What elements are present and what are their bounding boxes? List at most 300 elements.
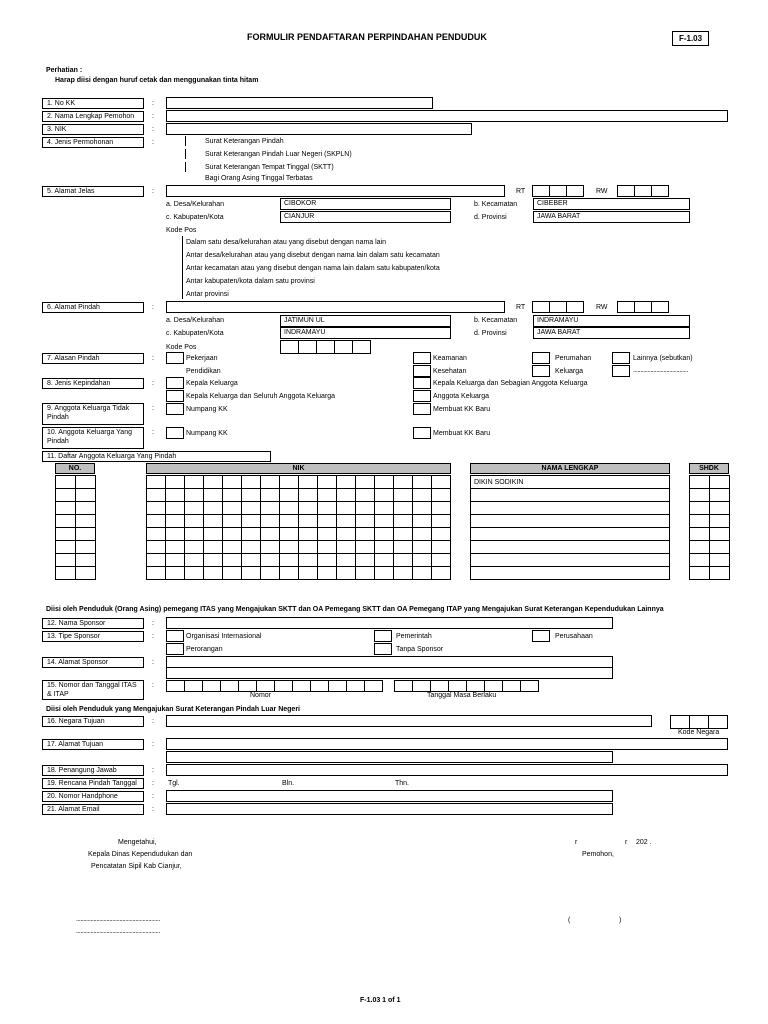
nik-digit-cell[interactable] [374,501,394,515]
nik-digit-cell[interactable] [412,553,432,567]
option-skp: Surat Keterangan Pindah [205,138,284,145]
shdk-cell[interactable] [709,540,730,554]
alamat-tujuan-input-2[interactable] [166,751,613,763]
nik-digit-cell[interactable] [393,501,413,515]
nik-digit-cell[interactable] [222,540,242,554]
kodepos-label: Kode Pos [166,227,197,234]
shdk-cell[interactable] [689,566,710,580]
nik-digit-cell[interactable] [374,475,394,489]
shdk-cell[interactable] [709,553,730,567]
nik-digit-cell[interactable] [165,514,185,528]
row-no-cell[interactable] [55,514,76,528]
alasan-lainnya: Lainnya (sebutkan) [633,355,693,362]
nik-digit-cell[interactable] [146,553,166,567]
nama-lengkap-cell[interactable] [470,501,670,515]
itas-number-cell[interactable] [184,680,203,692]
kabupaten-input[interactable] [280,211,451,223]
checkbox-numpang-kk-10[interactable] [166,427,184,439]
kecamatan-value: CIBEBER [537,200,568,207]
lainnya-dots[interactable]: ...................................... [633,367,688,374]
row-no-cell[interactable] [55,566,76,580]
alamat-pindah-input[interactable] [166,301,505,313]
nik-digit-cell[interactable] [165,475,185,489]
kecamatan-pindah-value: INDRAMAYU [537,317,579,324]
nik-digit-cell[interactable] [431,566,451,580]
nik-digit-cell[interactable] [279,540,299,554]
nik-digit-cell[interactable] [241,501,261,515]
checkbox-kesehatan[interactable] [413,365,431,377]
notice-text: Harap diisi dengan huruf cetak dan menggunakan tinta hitam [55,77,259,84]
nik-digit-cell[interactable] [374,553,394,567]
nik-input[interactable] [166,123,472,135]
nik-digit-cell[interactable] [336,527,356,541]
kecamatan-pindah-input[interactable] [533,315,690,327]
alamat-jelas-input[interactable] [166,185,505,197]
negara-tujuan-input[interactable] [166,715,652,727]
nik-digit-cell[interactable] [222,488,242,502]
label-nomor-hp: 20. Nomor Handphone [42,791,144,802]
nama-lengkap-cell[interactable] [470,566,670,580]
shdk-cell[interactable] [689,540,710,554]
nik-digit-cell[interactable] [393,514,413,528]
checkbox-membuat-kk-10[interactable] [413,427,431,439]
checkbox-lainnya-2[interactable] [612,365,630,377]
tgl-label: Tgl. [168,780,180,787]
nik-digit-cell[interactable] [431,514,451,528]
checkbox-numpang-kk-9[interactable] [166,403,184,415]
nik-digit-cell[interactable] [184,475,204,489]
nik-digit-cell[interactable] [431,540,451,554]
sponsor-tanpa: Tanpa Sponsor [396,646,444,653]
nama-lengkap-cell[interactable] [470,488,670,502]
nik-digit-cell[interactable] [393,540,413,554]
alamat-tujuan-input-1[interactable] [166,738,728,750]
colon: : [152,113,154,120]
label-nik: 3. NIK [42,124,144,135]
itas-number-cell[interactable] [202,680,221,692]
nik-digit-cell[interactable] [336,566,356,580]
nik-digit-cell[interactable] [317,488,337,502]
nik-digit-cell[interactable] [184,514,204,528]
nik-digit-cell[interactable] [203,566,223,580]
label-anggota-pindah: 10. Anggota Keluarga Yang Pindah [42,427,144,449]
nik-digit-cell[interactable] [355,553,375,567]
nik-digit-cell[interactable] [184,527,204,541]
no-kk-input[interactable] [166,97,433,109]
sig-paren-open: ( [568,917,571,924]
checkbox-pekerjaan[interactable] [166,352,184,364]
nik-digit-cell[interactable] [241,488,261,502]
sponsor-perorangan: Perorangan [186,646,223,653]
shdk-cell[interactable] [689,514,710,528]
penanggung-jawab-input[interactable] [166,764,728,776]
nik-digit-cell[interactable] [184,566,204,580]
rt-label: RT [516,188,526,195]
nik-digit-cell[interactable] [374,566,394,580]
kabupaten-label: c. Kabupaten/Kota [166,214,224,221]
nik-digit-cell[interactable] [336,488,356,502]
shdk-cell[interactable] [709,566,730,580]
row-no-cell[interactable] [55,553,76,567]
table-header-no: NO. [55,463,95,474]
checkbox-pemerintah[interactable] [374,630,392,642]
nik-digit-cell[interactable] [203,501,223,515]
nik-digit-cell[interactable] [203,514,223,528]
shdk-cell[interactable] [689,527,710,541]
nik-digit-cell[interactable] [260,488,280,502]
checkbox-tanpa-sponsor[interactable] [374,643,392,655]
klasifikasi-5: Antar provinsi [186,291,229,298]
kabupaten-pindah-input[interactable] [280,327,451,339]
nik-digit-cell[interactable] [146,501,166,515]
nama-lengkap-cell[interactable] [470,527,670,541]
nik-digit-cell[interactable] [241,540,261,554]
row-no-cell[interactable] [75,488,96,502]
nik-digit-cell[interactable] [374,540,394,554]
nik-digit-cell[interactable] [317,566,337,580]
nama-pemohon-input[interactable] [166,110,728,122]
desa-pindah-input[interactable] [280,315,451,327]
page-footer: F-1.03 1 of 1 [360,997,401,1004]
nik-digit-cell[interactable] [374,514,394,528]
row-no-cell[interactable] [75,475,96,489]
nik-digit-cell[interactable] [298,475,318,489]
itas-number-cell[interactable] [292,680,311,692]
sig-place-r1: r [575,839,578,846]
nik-digit-cell[interactable] [355,527,375,541]
colon: : [152,139,154,146]
colon: : [152,767,154,774]
nik-digit-cell[interactable] [222,514,242,528]
nik-digit-cell[interactable] [279,501,299,515]
nik-digit-cell[interactable] [393,527,413,541]
nik-digit-cell[interactable] [336,514,356,528]
nik-digit-cell[interactable] [222,501,242,515]
nik-digit-cell[interactable] [317,475,337,489]
desa-input[interactable] [280,198,451,210]
colon: : [152,429,154,436]
row-no-cell[interactable] [75,527,96,541]
desa-value: CIBOKOR [284,200,317,207]
nik-digit-cell[interactable] [184,540,204,554]
itas-date-cell[interactable] [502,680,521,692]
colon: : [152,188,154,195]
checkbox-anggota[interactable] [413,390,431,402]
checkbox-kk-sebagian[interactable] [413,377,431,389]
checkbox-kk[interactable] [166,377,184,389]
colon: : [152,405,154,412]
provinsi-input[interactable] [533,211,690,223]
nik-digit-cell[interactable] [298,527,318,541]
nik-digit-cell[interactable] [336,501,356,515]
nama-lengkap-cell[interactable] [470,553,670,567]
label-alasan-pindah: 7. Alasan Pindah [42,353,144,364]
kodepos-label-2: Kode Pos [166,344,197,351]
nik-digit-cell[interactable] [336,475,356,489]
nik-digit-cell[interactable] [146,540,166,554]
itas-number-cell[interactable] [274,680,293,692]
row-no-cell[interactable] [75,553,96,567]
sponsor-pemerintah: Pemerintah [396,633,432,640]
label-jenis-kepindahan: 8. Jenis Kepindahan [42,378,144,389]
nik-digit-cell[interactable] [241,475,261,489]
alasan-keluarga: Keluarga [555,368,584,375]
nama-sponsor-input[interactable] [166,617,613,629]
sig-kepala: Kepala Dinas Kependudukan dan [88,851,193,858]
nik-digit-cell[interactable] [431,527,451,541]
kecamatan-label-2: b. Kecamatan [474,317,518,324]
label-alamat-jelas: 5. Alamat Jelas [42,186,144,197]
nik-digit-cell[interactable] [412,514,432,528]
row-no-cell[interactable] [75,566,96,580]
nik-digit-cell[interactable] [355,540,375,554]
nik-digit-cell[interactable] [279,527,299,541]
nik-digit-cell[interactable] [431,488,451,502]
label-alamat-pindah: 6. Alamat Pindah [42,302,144,313]
nik-digit-cell[interactable] [298,501,318,515]
row-no-cell[interactable] [55,540,76,554]
nik-digit-cell[interactable] [412,540,432,554]
checkbox-sktt[interactable] [185,162,186,172]
itas-number-cell[interactable] [220,680,239,692]
row-no-cell[interactable] [75,514,96,528]
provinsi-pindah-input[interactable] [533,327,690,339]
sponsor-organisasi: Organisasi Internasional [186,633,262,640]
nik-digit-cell[interactable] [260,540,280,554]
shdk-cell[interactable] [689,553,710,567]
sig-pencatatan: Pencatatan Sipil Kab Cianjur, [91,863,182,870]
nik-digit-cell[interactable] [260,475,280,489]
membuat-kk-baru-10: Membuat KK Baru [433,430,491,437]
checkbox-perusahaan[interactable] [532,630,550,642]
nik-digit-cell[interactable] [260,527,280,541]
colon: : [152,806,154,813]
option-skpln: Surat Keterangan Pindah Luar Negeri (SKPLN) [205,151,352,158]
row-no-cell[interactable] [75,501,96,515]
nik-digit-cell[interactable] [412,501,432,515]
nik-digit-cell[interactable] [317,501,337,515]
label-nama-pemohon: 2. Nama Lengkap Pemohon [42,111,144,122]
row-no-cell[interactable] [55,501,76,515]
nik-digit-cell[interactable] [165,488,185,502]
nik-digit-cell[interactable] [222,475,242,489]
colon: : [152,304,154,311]
nik-digit-cell[interactable] [355,514,375,528]
nik-digit-cell[interactable] [317,540,337,554]
nik-digit-cell[interactable] [260,501,280,515]
checkbox-kk-seluruh[interactable] [166,390,184,402]
row-no-cell[interactable] [55,475,76,489]
kepindahan-kk-sebagian: Kepala Keluarga dan Sebagian Anggota Keluarga [433,380,588,387]
itas-number-cell[interactable] [364,680,383,692]
nik-digit-cell[interactable] [203,527,223,541]
provinsi-pindah-value: JAWA BARAT [537,329,581,336]
shdk-cell[interactable] [709,501,730,515]
checkbox-keluarga[interactable] [532,365,550,377]
nomor-hp-input[interactable] [166,790,613,802]
nik-digit-cell[interactable] [412,566,432,580]
nik-digit-cell[interactable] [165,553,185,567]
alasan-pendidikan: Pendidikan [186,368,221,375]
nik-digit-cell[interactable] [241,553,261,567]
nik-digit-cell[interactable] [184,553,204,567]
itas-number-cell[interactable] [166,680,185,692]
checkbox-perorangan[interactable] [166,643,184,655]
nik-digit-cell[interactable] [279,514,299,528]
nik-digit-cell[interactable] [184,501,204,515]
rw-label: RW [596,188,608,195]
nik-digit-cell[interactable] [412,527,432,541]
shdk-cell[interactable] [709,475,730,489]
nik-digit-cell[interactable] [222,553,242,567]
nik-digit-cell[interactable] [165,566,185,580]
nama-lengkap-value: DIKIN SODIKIN [474,479,524,486]
itas-number-cell[interactable] [310,680,329,692]
nik-digit-cell[interactable] [203,488,223,502]
label-tipe-sponsor: 13. Tipe Sponsor [42,631,144,642]
checkbox-lainnya[interactable] [612,352,630,364]
nik-digit-cell[interactable] [203,540,223,554]
nik-digit-cell[interactable] [298,566,318,580]
nik-digit-cell[interactable] [165,527,185,541]
checkbox-keamanan[interactable] [413,352,431,364]
klasifikasi-3: Antar kecamatan atau yang disebut dengan nama lain dalam satu kabupaten/kota [186,265,440,272]
nik-digit-cell[interactable] [317,514,337,528]
nik-digit-cell[interactable] [355,566,375,580]
sig-paren-close: ) [619,917,622,924]
nik-digit-cell[interactable] [431,501,451,515]
alasan-pekerjaan: Pekerjaan [186,355,218,362]
label-nomor-itas: 15. Nomor dan Tanggal ITAS & ITAP [42,680,144,700]
form-code: F-1.03 [672,31,709,46]
nik-digit-cell[interactable] [298,553,318,567]
nik-digit-cell[interactable] [393,566,413,580]
nik-digit-cell[interactable] [146,566,166,580]
colon: : [152,659,154,666]
nik-digit-cell[interactable] [260,553,280,567]
nik-digit-cell[interactable] [374,527,394,541]
shdk-cell[interactable] [709,527,730,541]
checkbox-skpln[interactable] [185,149,186,159]
nik-digit-cell[interactable] [393,475,413,489]
nik-digit-cell[interactable] [355,501,375,515]
nik-digit-cell[interactable] [165,540,185,554]
shdk-cell[interactable] [709,488,730,502]
nik-digit-cell[interactable] [184,488,204,502]
nik-digit-cell[interactable] [279,488,299,502]
nama-lengkap-cell[interactable] [470,514,670,528]
nik-digit-cell[interactable] [355,475,375,489]
colon: : [152,633,154,640]
nik-digit-cell[interactable] [336,553,356,567]
sig-pemohon: Pemohon, [582,851,614,858]
nik-digit-cell[interactable] [279,566,299,580]
nik-digit-cell[interactable] [298,540,318,554]
option-sktt: Surat Keterangan Tempat Tinggal (SKTT) [205,164,334,171]
checkbox-skp[interactable] [185,136,186,146]
sig-place-r2: r [625,839,628,846]
nomor-label: Nomor [250,692,272,699]
nik-digit-cell[interactable] [146,488,166,502]
nik-digit-cell[interactable] [222,566,242,580]
nik-digit-cell[interactable] [298,514,318,528]
row-no-cell[interactable] [75,540,96,554]
nik-digit-cell[interactable] [355,488,375,502]
nik-digit-cell[interactable] [412,488,432,502]
nik-digit-cell[interactable] [317,527,337,541]
nik-digit-cell[interactable] [393,553,413,567]
itas-date-cell[interactable] [394,680,413,692]
nik-digit-cell[interactable] [203,475,223,489]
row-no-cell[interactable] [55,527,76,541]
klasifikasi-1: Dalam satu desa/kelurahan atau yang disebut dengan nama lain [186,239,387,246]
nik-digit-cell[interactable] [279,475,299,489]
nik-digit-cell[interactable] [241,527,261,541]
nik-digit-cell[interactable] [146,527,166,541]
nik-digit-cell[interactable] [260,514,280,528]
nik-digit-cell[interactable] [203,553,223,567]
checkbox-perumahan[interactable] [532,352,550,364]
nik-digit-cell[interactable] [412,475,432,489]
nik-digit-cell[interactable] [336,540,356,554]
label-alamat-tujuan: 17. Alamat Tujuan [42,739,144,750]
checkbox-organisasi[interactable] [166,630,184,642]
nik-digit-cell[interactable] [431,553,451,567]
nik-digit-cell[interactable] [393,488,413,502]
checkbox-membuat-kk-9[interactable] [413,403,431,415]
colon: : [152,793,154,800]
nama-lengkap-cell[interactable] [470,475,670,489]
table-header-nama: NAMA LENGKAP [470,463,670,474]
row-no-cell[interactable] [55,488,76,502]
nik-digit-cell[interactable] [279,553,299,567]
label-jenis-permohonan: 4. Jenis Permohonan [42,137,144,148]
itas-date-cell[interactable] [520,680,539,692]
label-negara-tujuan: 16. Negara Tujuan [42,716,144,727]
membuat-kk-baru-9: Membuat KK Baru [433,406,491,413]
shdk-cell[interactable] [689,488,710,502]
kode-negara-label: Kode Negara [678,729,720,736]
colon: : [152,741,154,748]
nik-digit-cell[interactable] [374,488,394,502]
nik-digit-cell[interactable] [317,553,337,567]
shdk-cell[interactable] [709,514,730,528]
alamat-sponsor-input-2[interactable] [166,667,613,679]
nama-lengkap-cell[interactable] [470,540,670,554]
nik-digit-cell[interactable] [241,514,261,528]
nik-digit-cell[interactable] [298,488,318,502]
nik-digit-cell[interactable] [146,514,166,528]
notice-heading: Perhatian : [46,67,83,74]
shdk-cell[interactable] [689,475,710,489]
shdk-cell[interactable] [689,501,710,515]
rt-label-2: RT [516,304,526,311]
nik-digit-cell[interactable] [260,566,280,580]
nik-digit-cell[interactable] [431,475,451,489]
nik-digit-cell[interactable] [241,566,261,580]
alamat-email-input[interactable] [166,803,613,815]
kecamatan-input[interactable] [533,198,690,210]
nik-digit-cell[interactable] [165,501,185,515]
nik-digit-cell[interactable] [146,475,166,489]
itas-number-cell[interactable] [346,680,365,692]
itas-number-cell[interactable] [328,680,347,692]
klasifikasi-checkboxes[interactable] [182,236,183,299]
sponsor-perusahaan: Perusahaan [555,633,593,640]
label-no-kk: 1. No KK [42,98,144,109]
nik-digit-cell[interactable] [222,527,242,541]
label-alamat-sponsor: 14. Alamat Sponsor [42,657,144,668]
